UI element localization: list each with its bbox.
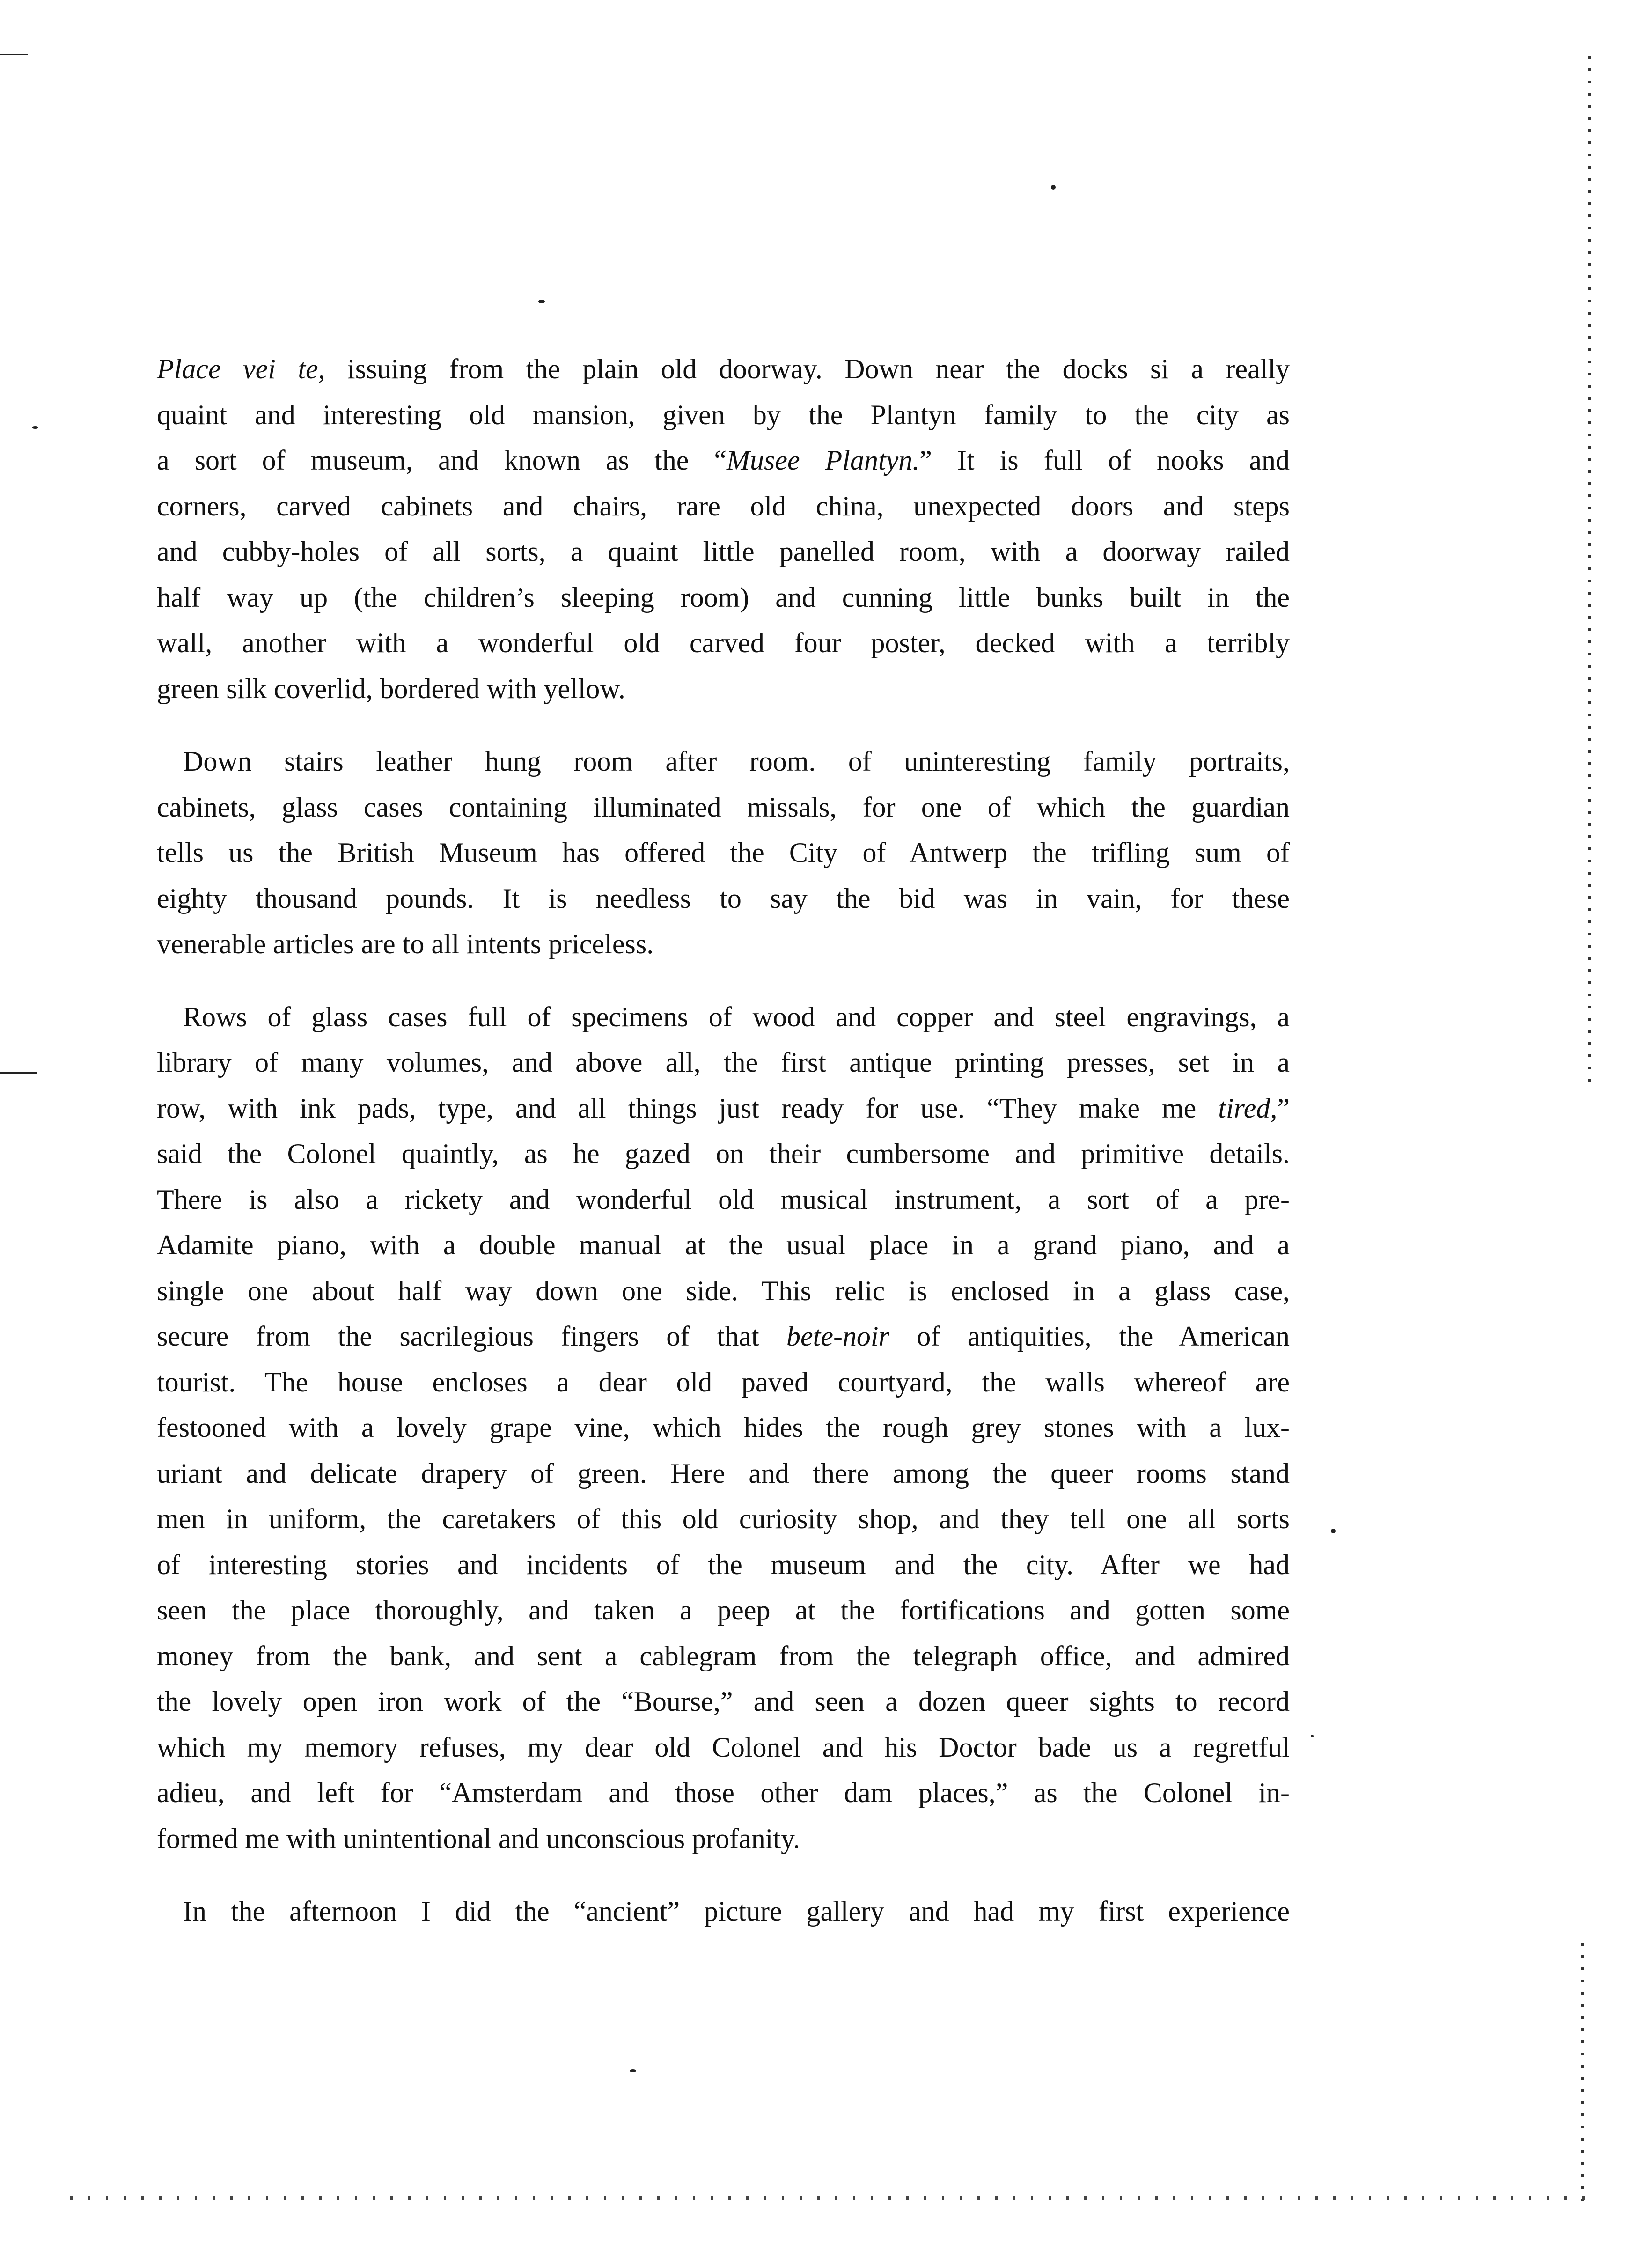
- text-line: wall, another with a wonderful old carved four poster, decked with a terribly: [157, 627, 1290, 658]
- body-text: [157, 346, 1290, 1935]
- paragraph: [157, 346, 1290, 712]
- text-line: a sort of museum, and known as the “Musee Plantyn.” It is full of nooks and: [157, 445, 1290, 476]
- scan-speck: [32, 426, 38, 429]
- text-line: In the afternoon I did the “ancient” picture gallery and had my first experience: [183, 1896, 1290, 1927]
- text-line: men in uniform, the caretakers of this old curiosity shop, and they tell one all sorts: [157, 1503, 1290, 1534]
- scan-edge-marks: [1588, 56, 1591, 1086]
- text-line: corners, carved cabinets and chairs, rare old china, unexpected doors and steps: [157, 490, 1290, 522]
- scan-speck: [1051, 185, 1056, 190]
- text-line: eighty thousand pounds. It is needless to say the bid was in vain, for these: [157, 883, 1290, 914]
- scan-bottom-noise: [70, 2196, 1592, 2200]
- paragraph-gap: [157, 967, 1290, 994]
- text-line: There is also a rickety and wonderful old musical instrument, a sort of a pre-: [157, 1184, 1290, 1215]
- text-line: Adamite piano, with a double manual at the usual place in a grand piano, and a: [157, 1229, 1290, 1260]
- text-line: tells us the British Museum has offered the City of Antwerp the trifling sum of: [157, 837, 1290, 868]
- text-line: Place vei te, issuing from the plain old doorway. Down near the docks si a really: [157, 353, 1290, 384]
- text-line: library of many volumes, and above all, the first antique printing presses, set in a: [157, 1047, 1290, 1078]
- text-line: said the Colonel quaintly, as he gazed on their cumbersome and primitive details.: [157, 1138, 1290, 1169]
- text-line: secure from the sacrilegious fingers of that bete-noir of antiquities, the American: [157, 1321, 1290, 1352]
- text-line: formed me with unintentional and unconscious profanity.: [157, 1823, 800, 1854]
- text-line: which my memory refuses, my dear old Colonel and his Doctor bade us a regretful: [157, 1731, 1290, 1763]
- paragraph: [157, 739, 1290, 967]
- text-line: half way up (the children’s sleeping room) and cunning little bunks built in the: [157, 581, 1290, 613]
- scan-edge-marks: [1581, 1943, 1584, 2205]
- scan-speck: [1311, 1735, 1314, 1737]
- scan-mark: [0, 1072, 37, 1074]
- text-line: green silk coverlid, bordered with yellow.: [157, 673, 625, 704]
- text-line: row, with ink pads, type, and all things just ready for use. “They make me tired,”: [157, 1092, 1290, 1124]
- scan-mark: [0, 54, 28, 55]
- scan-speck: [630, 2069, 636, 2072]
- text-line: single one about half way down one side. This relic is enclosed in a glass case,: [157, 1275, 1290, 1306]
- text-line: adieu, and left for “Amsterdam and those other dam places,” as the Colonel in-: [157, 1777, 1290, 1808]
- text-line: festooned with a lovely grape vine, which hides the rough grey stones with a lux-: [157, 1412, 1290, 1443]
- text-line: venerable articles are to all intents priceless.: [157, 928, 654, 959]
- scan-speck: [538, 300, 545, 303]
- text-line: cabinets, glass cases containing illuminated missals, for one of which the guardian: [157, 791, 1290, 823]
- paragraph-gap: [157, 712, 1290, 739]
- text-line: Rows of glass cases full of specimens of wood and copper and steel engravings, a: [183, 1001, 1290, 1032]
- text-line: seen the place thoroughly, and taken a peep at the fortifications and gotten some: [157, 1595, 1290, 1626]
- text-line: uriant and delicate drapery of green. Here and there among the queer rooms stand: [157, 1457, 1290, 1489]
- text-line: of interesting stories and incidents of the museum and the city. After we had: [157, 1549, 1290, 1580]
- text-line: and cubby-holes of all sorts, a quaint little panelled room, with a doorway railed: [157, 536, 1290, 567]
- text-line: money from the bank, and sent a cablegram from the telegraph office, and admired: [157, 1640, 1290, 1671]
- text-line: quaint and interesting old mansion, given by the Plantyn family to the city as: [157, 399, 1290, 430]
- paragraph: [157, 1889, 1290, 1935]
- text-line: Down stairs leather hung room after room. of uninteresting family portraits,: [183, 746, 1290, 777]
- paragraph-gap: [157, 1862, 1290, 1889]
- text-line: the lovely open iron work of the “Bourse,” and seen a dozen queer sights to record: [157, 1686, 1290, 1717]
- text-line: tourist. The house encloses a dear old paved courtyard, the walls whereof are: [157, 1366, 1290, 1398]
- paragraph: [157, 994, 1290, 1862]
- scan-speck: [1331, 1529, 1336, 1533]
